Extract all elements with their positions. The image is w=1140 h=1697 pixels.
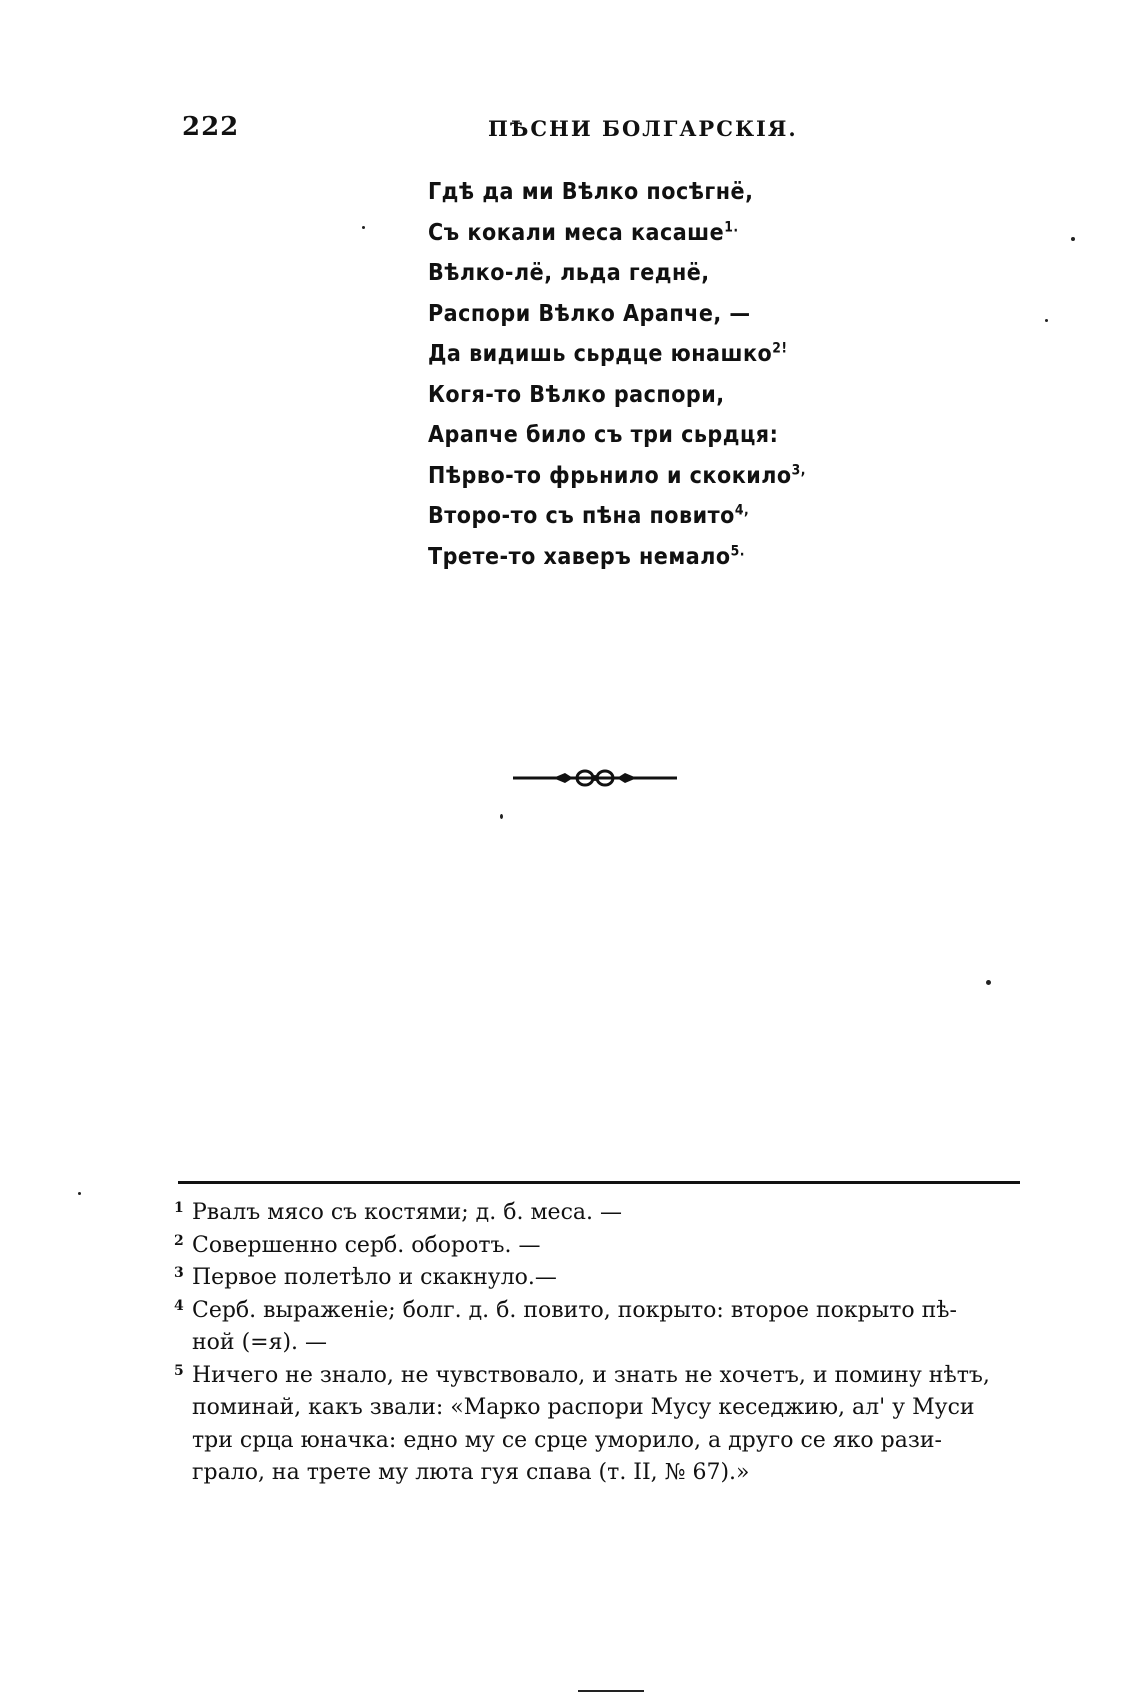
poem-line: Съ кокали меса касаше$^{1.}$	[428, 218, 739, 246]
poem-line: Да видишь сьрдце юнашко$^{2!}$	[428, 340, 788, 367]
page-number: 222	[182, 112, 240, 142]
footnote-number: 5	[174, 1362, 184, 1379]
poem-line: Гдѣ да ми Вѣлко посѣгнё,	[428, 179, 754, 205]
poem-line: Когя-то Вѣлко распори,	[428, 381, 725, 408]
footnote-ref: 4,	[734, 502, 750, 519]
poem-line: Трете-то хаверъ немало$^{5.}$	[428, 542, 745, 570]
ink-speck	[986, 980, 991, 985]
footnote: 3 Первое полетѣло и скакнуло.—	[174, 1262, 1032, 1295]
footnote: 2 Совершенно серб. оборотъ. —	[174, 1230, 1032, 1263]
bottom-rule	[578, 1690, 644, 1692]
ink-speck	[500, 814, 503, 819]
footnote: 4 Серб. выраженіе; болг. д. б. повито, покрыто: второе покрыто пѣ- ной (=я). —	[174, 1295, 1032, 1360]
poem-line: Второ-то съ пѣна повито$^{4,}$	[428, 502, 750, 529]
footnote-rule	[178, 1181, 1020, 1184]
ink-speck	[362, 226, 365, 229]
footnote-ref: 1.	[724, 218, 739, 235]
ink-speck	[1045, 319, 1048, 322]
running-title: ПѢСНИ БОЛГАРСКІЯ.	[488, 116, 798, 141]
footnote-number: 1	[174, 1200, 184, 1216]
footnote-number: 3	[174, 1265, 184, 1281]
ink-speck	[1071, 237, 1075, 241]
poem-line: Вѣлко-лё, льда геднё,	[428, 260, 710, 286]
footnote-ref: 2!	[772, 340, 788, 357]
footnote-ref: 5.	[730, 542, 745, 559]
footnote-number: 2	[174, 1232, 184, 1249]
ornament-divider-icon	[513, 768, 677, 788]
poem-line: Арапче било съ три сьрдця:	[428, 422, 779, 448]
poem	[428, 172, 808, 577]
ink-speck	[78, 1192, 81, 1195]
footnote: 1 Рвалъ мясо съ костями; д. б. меса. —	[174, 1197, 1032, 1230]
footnote: 5 Ничего не знало, не чувствовало, и знать не хочетъ, и помину нѣтъ, поминай, какъ звали: «Марко распори Мусу кеседжию, ал' у Муси три срца юначка: едно му се срце уморило, а друго се яко рази- грало, на трете му люта гуя спава (т. II, № 67).»	[174, 1360, 1032, 1490]
poem-line: Распори Вѣлко Арапче, —	[428, 300, 751, 327]
poem-line: Пѣрво-то фрьнило и скокило$^{3,}$	[428, 461, 806, 489]
footnote-number: 4	[174, 1297, 184, 1314]
footnotes	[174, 1197, 1032, 1490]
footnote-ref: 3,	[791, 461, 806, 478]
